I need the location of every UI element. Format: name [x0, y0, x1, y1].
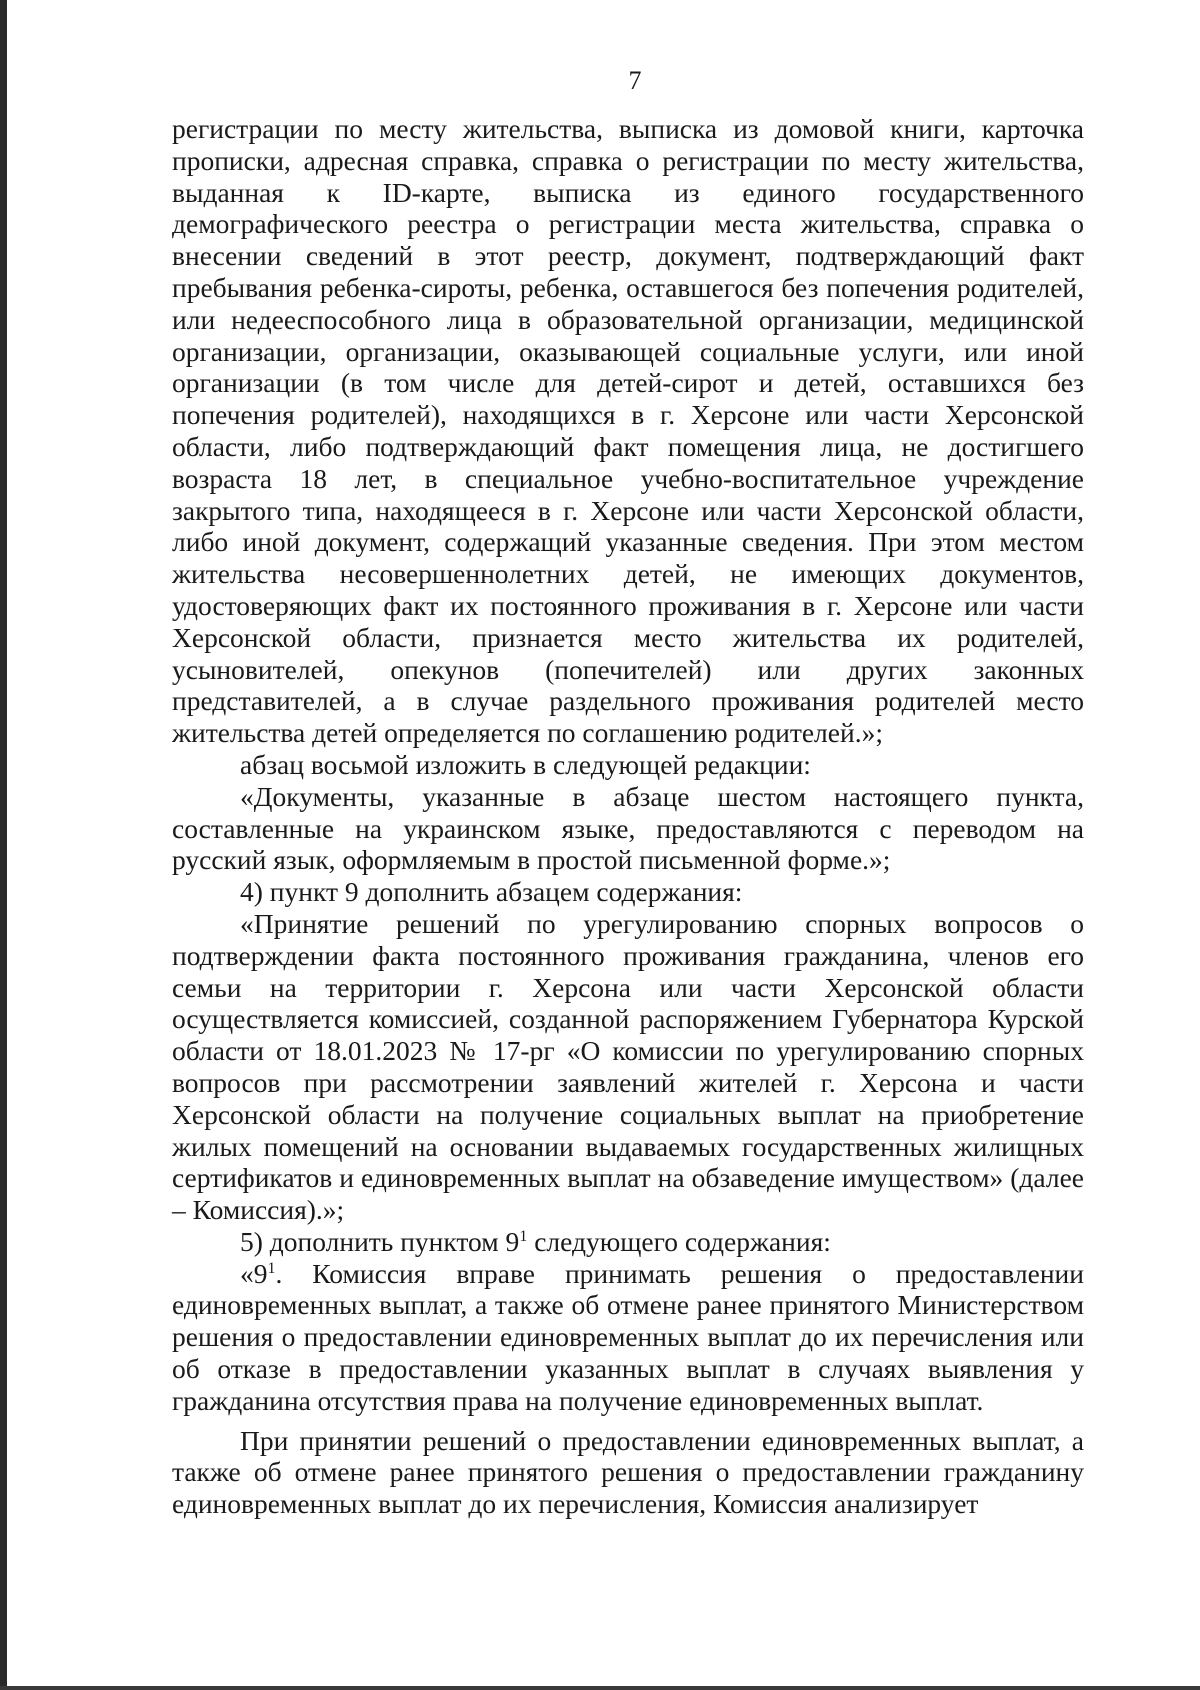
- paragraph-amendment-eighth: абзац восьмой изложить в следующей редакции:: [240, 748, 811, 780]
- paragraph-point-9-1-start: «9: [240, 1257, 268, 1289]
- superscript-index: 1: [267, 1259, 276, 1277]
- paragraph-residence-documents: регистрации по месту жительства, выписка из домовой книги, карточка прописки, адресная справка, справка о регистрации по месту жительства, выданная к ID-карте, выписка из единого государственного демографического реестра о регистрации места жительства, справка о внесении сведений в этот реестр, документ, подтверждающий факт пребывания ребенка-сироты, ребенка, оставшегося без попечения родителей, или недееспособного лица в образовательной организации, медицинской организации, организации, оказывающей социальные услуги, или иной организации (в том числе для детей-сирот и детей, оставшихся без попечения родителей), находящихся в г. Херсоне или части Херсонской области, либо подтверждающий факт помещения лица, не достигшего возраста 18 лет, в специальное учебно-воспитательное учреждение закрытого типа, находящееся в г. Херсоне или части Херсонской области, либо иной документ, содержащий указанные сведения. При этом местом жительства несовершеннолетних детей, не имеющих документов, удостоверяющих факт их постоянного проживания в г. Херсоне или части Херсонской области, признается место жительства их родителей, усыновителей, опекунов (попечителей) или других законных представителей, а в случае раздельного проживания родителей место жительства детей определяется по соглашению родителей.»;: [172, 113, 1084, 749]
- paragraph-point-5: [172, 1226, 1084, 1258]
- paragraph-documents-translation: «Документы, указанные в абзаце шестом настоящего пункта, составленные на украинском языке, предоставляются с переводом на русский язык, оформляемым в простой письменной форме.»;: [172, 780, 1084, 876]
- page-number: 7: [628, 66, 642, 95]
- scan-border-bottom: [0, 1686, 1200, 1690]
- paragraph-point-9-1-text: . Комиссия вправе принимать решения о предоставлении единовременных выплат, а также об отмене ранее принятого Министерством решения о предоставлении единовременных выплат до их перечисления или об отказе в предоставлении указанных выплат в случаях выявления у гражданина отсутствия права на получение единовременных выплат.: [172, 1257, 1084, 1416]
- document-body: [172, 113, 1084, 1520]
- scan-border-left: [0, 0, 7, 1690]
- paragraph-point-5-text: 5) дополнить пунктом 9: [240, 1225, 520, 1257]
- paragraph-point-5-text-end: следующего содержания:: [527, 1225, 831, 1257]
- paragraph-point-4: 4) пункт 9 дополнить абзацем содержания:: [240, 876, 743, 908]
- superscript-index: 1: [519, 1227, 528, 1245]
- paragraph-commission-decisions: «Принятие решений по урегулированию спорных вопросов о подтверждении факта постоянного проживания гражданина, членов его семьи на территории г. Херсона или части Херсонской области осуществляется комиссией, созданной распоряжением Губернатора Курской области от 18.01.2023 № 17-рг «О комиссии по урегулированию спорных вопросов при рассмотрении заявлений жителей г. Херсона и части Херсонской области на получение социальных выплат на приобретение жилых помещений на основании выдаваемых государственных жилищных сертификатов и единовременных выплат на обзаведение имуществом» (далее – Комиссия).»;: [172, 907, 1084, 1226]
- paragraph-commission-analysis: При принятии решений о предоставлении единовременных выплат, а также об отмене ранее принятого решения о предоставлении гражданину единовременных выплат до их перечисления, Комиссия анализирует: [172, 1424, 1084, 1520]
- paragraph-point-9-1: [172, 1258, 1084, 1417]
